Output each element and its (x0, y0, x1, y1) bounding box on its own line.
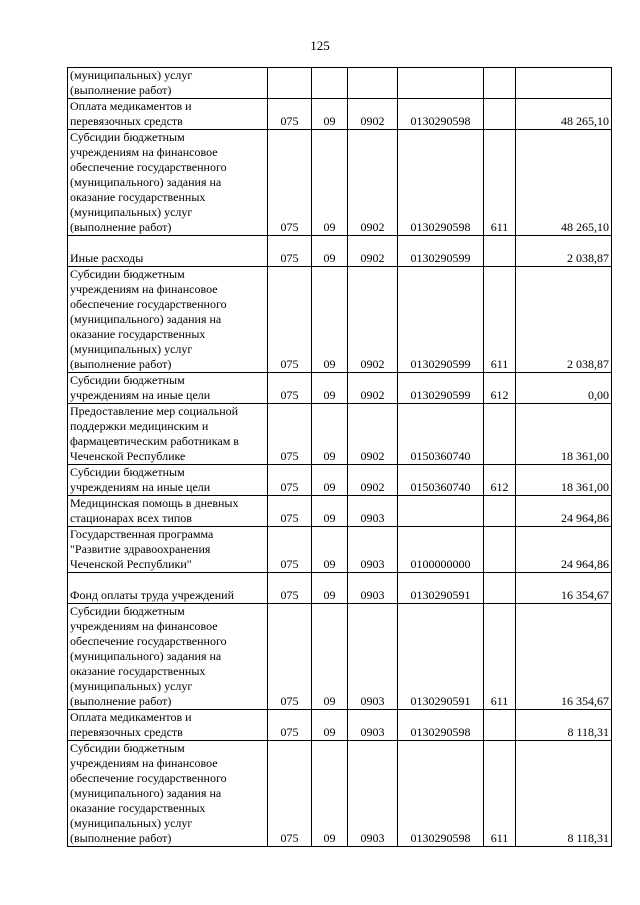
department-code-cell: 075 (268, 710, 312, 741)
expense-type-cell: 612 (484, 373, 516, 404)
item-name-line: Фонд оплаты труда учреждений (70, 588, 234, 602)
item-name-line: стационарах всех типов (70, 511, 192, 525)
department-code-cell: 075 (268, 573, 312, 604)
department-code-cell: 075 (268, 236, 312, 267)
item-name-cell (68, 130, 268, 236)
amount-cell (516, 68, 612, 99)
item-name-line: учреждениям на финансовое (70, 282, 218, 296)
section-code-cell: 09 (312, 527, 348, 573)
item-name-line: (муниципального) задания на (70, 175, 222, 189)
subsection-code-cell: 0902 (348, 236, 398, 267)
item-name-line: обеспечение государственного (70, 160, 227, 174)
item-name-line: учреждениям на иные цели (70, 388, 211, 402)
expense-type-cell (484, 496, 516, 527)
subsection-code-cell: 0902 (348, 465, 398, 496)
expense-type-cell (484, 236, 516, 267)
item-name-line: (выполнение работ) (70, 83, 172, 97)
section-code-cell: 09 (312, 404, 348, 465)
item-name-line: Субсидии бюджетным (70, 741, 185, 755)
amount-cell: 16 354,67 (516, 604, 612, 710)
item-name-line: оказание государственных (70, 801, 206, 815)
table-row (68, 373, 612, 404)
section-code-cell: 09 (312, 496, 348, 527)
item-name-line: Субсидии бюджетным (70, 604, 185, 618)
target-article-cell: 0130290598 (398, 99, 484, 130)
spacer (70, 573, 265, 588)
section-code-cell: 09 (312, 236, 348, 267)
subsection-code-cell: 0903 (348, 573, 398, 604)
table-row (68, 236, 612, 267)
amount-cell: 2 038,87 (516, 236, 612, 267)
item-name-line: (выполнение работ) (70, 357, 172, 371)
item-name-cell (68, 465, 268, 496)
item-name-line: "Развитие здравоохранения (70, 542, 211, 556)
item-name-line: (муниципальных) услуг (70, 342, 193, 356)
subsection-code-cell: 0903 (348, 710, 398, 741)
item-name-cell (68, 373, 268, 404)
item-name-cell (68, 236, 268, 267)
amount-cell: 16 354,67 (516, 573, 612, 604)
expense-type-cell: 611 (484, 130, 516, 236)
table-row (68, 404, 612, 465)
department-code-cell: 075 (268, 465, 312, 496)
spacer (70, 236, 265, 251)
table-row (68, 527, 612, 573)
item-name-cell (68, 741, 268, 847)
target-article-cell: 0130290599 (398, 236, 484, 267)
section-code-cell: 09 (312, 130, 348, 236)
department-code-cell: 075 (268, 373, 312, 404)
item-name-cell (68, 604, 268, 710)
item-name-line: Оплата медикаментов и (70, 99, 192, 113)
table-row (68, 604, 612, 710)
item-name-line: (муниципального) задания на (70, 786, 222, 800)
item-name-line: оказание государственных (70, 327, 206, 341)
amount-cell: 48 265,10 (516, 130, 612, 236)
expense-type-cell: 612 (484, 465, 516, 496)
item-name-cell (68, 404, 268, 465)
target-article-cell: 0130290598 (398, 130, 484, 236)
target-article-cell: 0150360740 (398, 404, 484, 465)
section-code-cell: 09 (312, 267, 348, 373)
section-code-cell: 09 (312, 465, 348, 496)
section-code-cell: 09 (312, 604, 348, 710)
table-row (68, 465, 612, 496)
department-code-cell: 075 (268, 404, 312, 465)
subsection-code-cell: 0902 (348, 267, 398, 373)
expense-type-cell (484, 68, 516, 99)
item-name-line: (выполнение работ) (70, 694, 172, 708)
item-name-line: (муниципальных) услуг (70, 68, 193, 82)
item-name-line: Субсидии бюджетным (70, 373, 185, 387)
department-code-cell: 075 (268, 99, 312, 130)
item-name-cell (68, 710, 268, 741)
item-name-cell (68, 267, 268, 373)
expense-type-cell (484, 99, 516, 130)
expense-type-cell: 611 (484, 604, 516, 710)
item-name-line: Оплата медикаментов и (70, 710, 192, 724)
table-row (68, 573, 612, 604)
department-code-cell: 075 (268, 267, 312, 373)
subsection-code-cell: 0902 (348, 99, 398, 130)
section-code-cell: 09 (312, 573, 348, 604)
target-article-cell: 0130290598 (398, 710, 484, 741)
department-code-cell: 075 (268, 527, 312, 573)
item-name-cell (68, 527, 268, 573)
subsection-code-cell: 0903 (348, 604, 398, 710)
item-name-line: Государственная программа (70, 527, 214, 541)
item-name-line: учреждениям на финансовое (70, 145, 218, 159)
subsection-code-cell: 0902 (348, 373, 398, 404)
target-article-cell (398, 496, 484, 527)
item-name-line: оказание государственных (70, 664, 206, 678)
item-name-line: учреждениям на финансовое (70, 619, 218, 633)
item-name-line: Чеченской Республики" (70, 557, 192, 571)
item-name-line: обеспечение государственного (70, 297, 227, 311)
item-name-line: (муниципальных) услуг (70, 679, 193, 693)
item-name-line: (муниципального) задания на (70, 312, 222, 326)
section-code-cell: 09 (312, 710, 348, 741)
table-row (68, 99, 612, 130)
subsection-code-cell: 0902 (348, 404, 398, 465)
subsection-code-cell: 0903 (348, 496, 398, 527)
department-code-cell (268, 68, 312, 99)
item-name-line: (муниципальных) услуг (70, 205, 193, 219)
table-row (68, 68, 612, 99)
amount-cell: 48 265,10 (516, 99, 612, 130)
amount-cell: 2 038,87 (516, 267, 612, 373)
item-name-line: Иные расходы (70, 251, 144, 265)
budget-table (67, 67, 612, 847)
subsection-code-cell: 0903 (348, 527, 398, 573)
table-row (68, 710, 612, 741)
item-name-line: обеспечение государственного (70, 634, 227, 648)
item-name-line: перевязочных средств (70, 114, 183, 128)
item-name-line: Медицинская помощь в дневных (70, 496, 239, 510)
expense-type-cell (484, 404, 516, 465)
subsection-code-cell: 0902 (348, 130, 398, 236)
section-code-cell (312, 68, 348, 99)
table-row (68, 741, 612, 847)
item-name-line: Субсидии бюджетным (70, 267, 185, 281)
item-name-line: (выполнение работ) (70, 220, 172, 234)
item-name-line: Субсидии бюджетным (70, 130, 185, 144)
amount-cell: 18 361,00 (516, 465, 612, 496)
target-article-cell: 0130290598 (398, 741, 484, 847)
item-name-line: учреждениям на финансовое (70, 756, 218, 770)
table-row (68, 267, 612, 373)
subsection-code-cell: 0903 (348, 741, 398, 847)
target-article-cell (398, 68, 484, 99)
expense-type-cell (484, 710, 516, 741)
expense-type-cell: 611 (484, 267, 516, 373)
amount-cell: 0,00 (516, 373, 612, 404)
department-code-cell: 075 (268, 604, 312, 710)
section-code-cell: 09 (312, 373, 348, 404)
target-article-cell: 0130290599 (398, 373, 484, 404)
amount-cell: 24 964,86 (516, 496, 612, 527)
table-row (68, 496, 612, 527)
table-body (68, 68, 612, 847)
target-article-cell: 0150360740 (398, 465, 484, 496)
section-code-cell: 09 (312, 741, 348, 847)
department-code-cell: 075 (268, 741, 312, 847)
department-code-cell: 075 (268, 130, 312, 236)
item-name-line: обеспечение государственного (70, 771, 227, 785)
item-name-line: фармацевтическим работникам в (70, 434, 239, 448)
item-name-line: (муниципального) задания на (70, 649, 222, 663)
expense-type-cell (484, 527, 516, 573)
item-name-line: (муниципальных) услуг (70, 816, 193, 830)
expense-type-cell: 611 (484, 741, 516, 847)
item-name-cell (68, 68, 268, 99)
item-name-line: Предоставление мер социальной (70, 404, 239, 418)
item-name-line: Чеченской Республике (70, 449, 186, 463)
item-name-line: (выполнение работ) (70, 831, 172, 845)
item-name-cell (68, 573, 268, 604)
item-name-cell (68, 99, 268, 130)
item-name-line: перевязочных средств (70, 725, 183, 739)
target-article-cell: 0130290599 (398, 267, 484, 373)
item-name-line: Субсидии бюджетным (70, 465, 185, 479)
section-code-cell: 09 (312, 99, 348, 130)
expense-type-cell (484, 573, 516, 604)
subsection-code-cell (348, 68, 398, 99)
amount-cell: 8 118,31 (516, 741, 612, 847)
item-name-line: учреждениям на иные цели (70, 480, 211, 494)
amount-cell: 24 964,86 (516, 527, 612, 573)
target-article-cell: 0130290591 (398, 573, 484, 604)
department-code-cell: 075 (268, 496, 312, 527)
page-number: 125 (310, 38, 330, 53)
item-name-line: поддержки медицинским и (70, 419, 209, 433)
target-article-cell: 0100000000 (398, 527, 484, 573)
item-name-line: оказание государственных (70, 190, 206, 204)
target-article-cell: 0130290591 (398, 604, 484, 710)
item-name-cell (68, 496, 268, 527)
amount-cell: 18 361,00 (516, 404, 612, 465)
table-row (68, 130, 612, 236)
amount-cell: 8 118,31 (516, 710, 612, 741)
